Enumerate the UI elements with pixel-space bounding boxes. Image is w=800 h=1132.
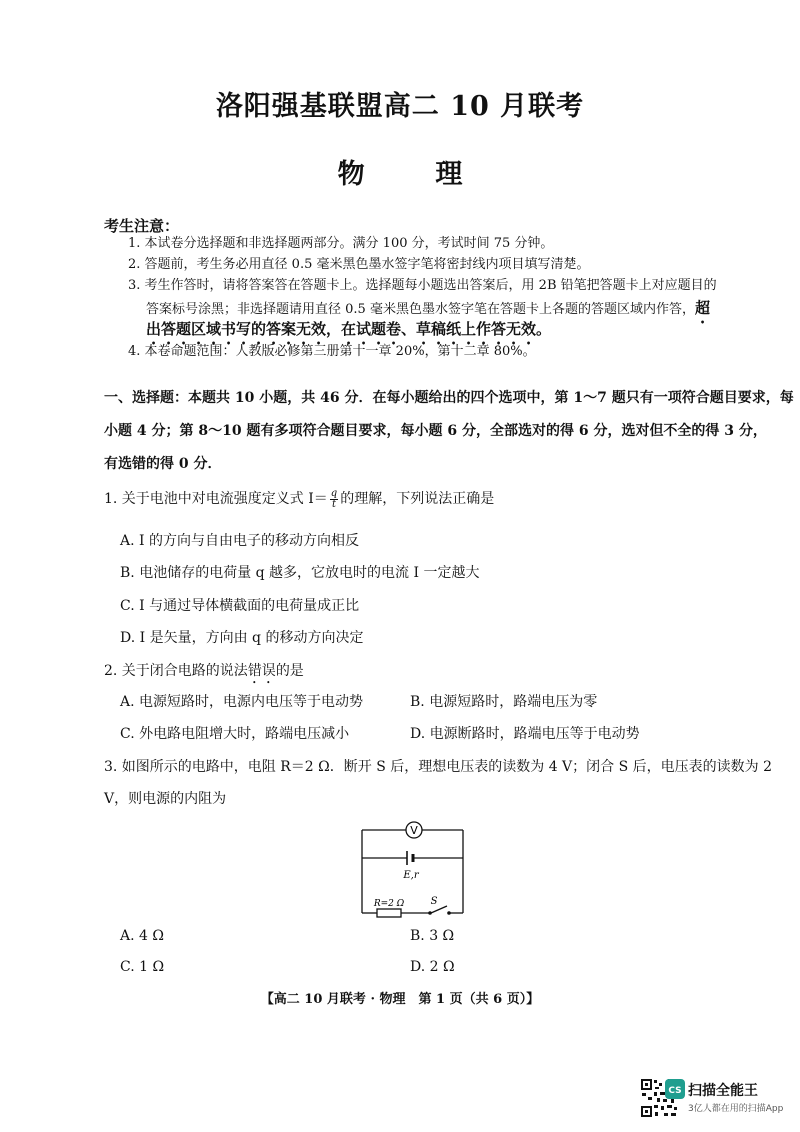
voltmeter-label: V — [410, 824, 418, 837]
q3-option-b: B. 3 Ω — [410, 928, 455, 944]
switch-s-contact-right — [447, 911, 451, 915]
question-1-stem — [104, 488, 494, 510]
notice-heading: 考生注意： — [104, 217, 180, 235]
q1-stem-part-2: 的理解，下列说法正确是 — [340, 491, 495, 507]
section-line-2: 小题 4 分；第 8～10 题有多项符合题目要求，每小题 6 分，全部选对的得 6 分，选对但不全的得 3 分， — [104, 423, 767, 439]
resistor-r — [377, 909, 401, 917]
notice-item-3: 3. 考生作答时，请将答案答在答题卡上。选择题每小题选出答案后，用 2B 铅笔把答题卡上对应题目的 — [128, 278, 717, 293]
q2-option-c: C. 外电路电阻增大时，路端电压减小 — [120, 726, 350, 742]
q1-option-a: A. I 的方向与自由电子的移动方向相反 — [120, 533, 359, 549]
subject-title — [0, 152, 800, 191]
question-3-stem-line-2: V，则电源的内阻为 — [104, 791, 227, 807]
resistor-label: R=2 Ω — [373, 899, 405, 909]
notice-item-2: 2. 答题前，考生务必用直径 0.5 毫米黑色墨水签字笔将密封线内项目填写清楚。 — [128, 257, 590, 272]
q2-option-b: B. 电源短路时，路端电压为零 — [410, 694, 598, 710]
notice-item-4: 4. 本卷命题范围：人教版必修第三册第十一章 20%，第十二章 80%。 — [128, 344, 536, 359]
circuit-diagram — [355, 818, 475, 923]
switch-label: S — [430, 896, 438, 907]
camscanner-logo-text: CS — [668, 1086, 682, 1096]
q3-option-d: D. 2 Ω — [410, 959, 455, 975]
source-label: E,r — [403, 870, 419, 881]
q1-fraction — [330, 489, 338, 510]
question-3-stem-line-1: 3. 如图所示的电路中，电阻 R＝2 Ω．断开 S 后，理想电压表的读数为 4 V；闭合 S 后，电压表的读数为 2 — [104, 759, 773, 775]
notice-item-3-emphasis: 出答题区域书写的答案无效，在试题卷、草稿纸上作答无效。 — [146, 320, 552, 338]
subject-char-2: 理 — [435, 159, 463, 190]
q1-fraction-denominator: t — [331, 498, 337, 510]
q1-option-d: D. I 是矢量，方向由 q 的移动方向决定 — [120, 630, 364, 646]
q3-option-c: C. 1 Ω — [120, 959, 165, 975]
q2-option-d: D. 电源断路时，路端电压等于电动势 — [410, 726, 640, 742]
q3-option-a: A. 4 Ω — [120, 928, 164, 944]
q1-option-b: B. 电池储存的电荷量 q 越多，它放电时的电流 I 一定越大 — [120, 565, 480, 581]
q1-stem-part-1: 1. 关于电池中对电流强度定义式 I＝ — [104, 491, 328, 507]
question-2-stem — [104, 660, 304, 687]
notice-item-1: 1. 本试卷分选择题和非选择题两部分。满分 100 分，考试时间 75 分钟。 — [128, 236, 554, 251]
q2-option-a: A. 电源短路时，电源内电压等于电动势 — [120, 694, 364, 710]
scanner-app-name: 扫描全能王 — [688, 1083, 758, 1099]
exam-title: 洛阳强基联盟高二 10 月联考 — [215, 91, 585, 122]
notice-item-3-line-2: 答案标号涂黑；非选择题请用直径 0.5 毫米黑色墨水签字笔在答题卡上各题的答题区域内作答， — [146, 302, 695, 317]
page-footer: 【高二 10 月联考 · 物理 第 1 页（共 6 页）】 — [260, 992, 540, 1007]
q2-stem-part-2: 的是 — [275, 663, 304, 679]
section-line-1: 一、选择题：本题共 10 小题，共 46 分．在每小题给出的四个选项中，第 1～7 题只有一项符合题目要求，每 — [104, 390, 794, 406]
switch-s-contact-left — [428, 911, 432, 915]
q1-option-c: C. I 与通过导体横截面的电荷量成正比 — [120, 598, 360, 614]
subject-char-1: 物 — [337, 159, 365, 190]
q1-fraction-numerator: q — [330, 487, 338, 499]
notice-item-3-emphasis-start: 超 — [694, 299, 710, 317]
section-line-3: 有选错的得 0 分． — [104, 456, 222, 472]
section-heading — [104, 382, 794, 481]
q2-stem-part-1: 2. 关于闭合电路的说法 — [104, 663, 248, 679]
switch-s-blade — [431, 906, 447, 913]
scanner-tagline: 3亿人都在用的扫描App — [688, 1104, 784, 1114]
q2-stem-emphasis: 错误 — [247, 663, 276, 679]
camscanner-logo-icon — [665, 1079, 685, 1099]
